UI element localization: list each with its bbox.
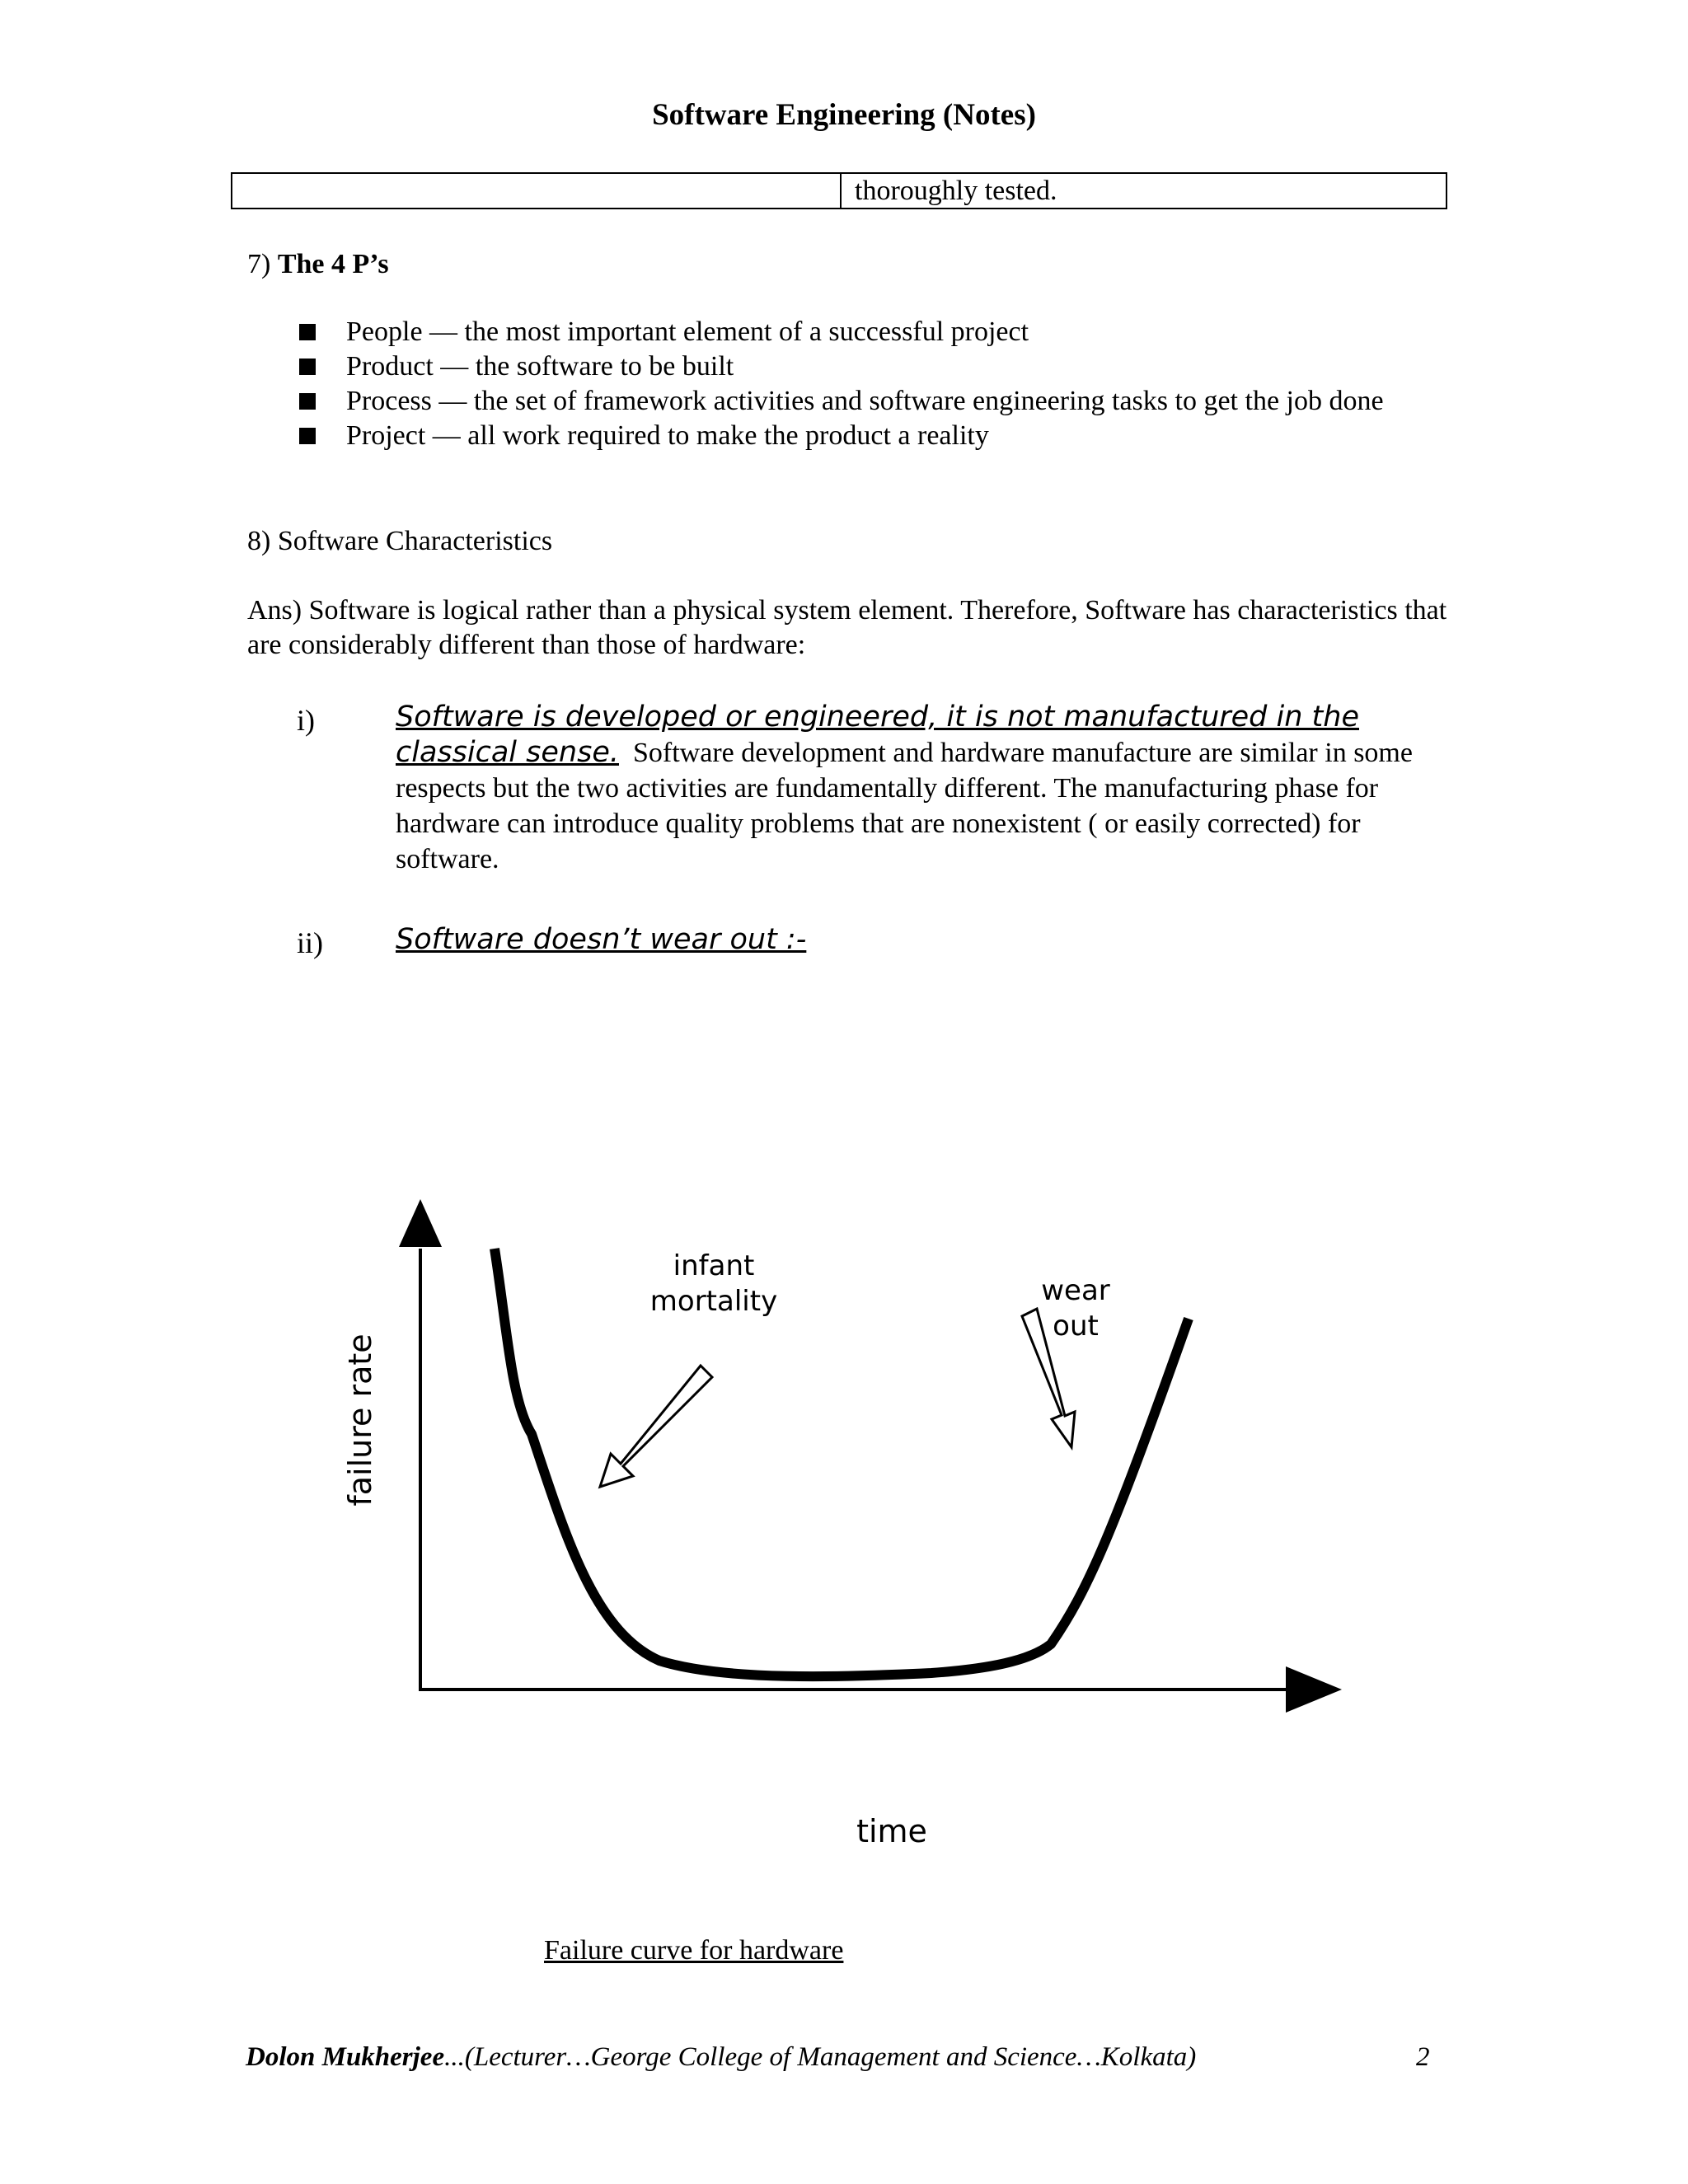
section-7-heading <box>247 247 389 282</box>
failure-curve-figure <box>330 1187 1352 1879</box>
y-axis-arrowhead-icon <box>399 1199 442 1247</box>
x-axis-label: time <box>856 1813 927 1849</box>
answer-paragraph: Ans) Software is logical rather than a physical system element. Therefore, Software has characteristics that are considerably different than those of hardware: <box>247 595 1447 660</box>
bullet-text: People — the most important element of a successful project <box>346 316 1029 347</box>
square-bullet-icon <box>299 324 316 340</box>
square-bullet-icon <box>299 428 316 444</box>
bullet-text: Process — the set of framework activities and software engineering tasks to get the job done <box>346 386 1384 416</box>
table-cell-right: thoroughly tested. <box>855 176 1057 206</box>
bullet-text: Project — all work required to make the product a reality <box>346 420 989 451</box>
square-bullet-icon <box>299 359 316 375</box>
table-fragment <box>231 172 1447 209</box>
item-i-text: Software development and hardware manufacture are similar in some respects but the two activities are fundamentally different. The manufacturing phase for hardware can introduce quality problems that are nonexistent ( or easily corrected) for software. <box>396 738 1413 874</box>
x-axis-arrowhead-icon <box>1286 1666 1342 1713</box>
y-axis-label: failure rate <box>342 1333 378 1507</box>
footer-author: Dolon Mukherjee <box>246 2042 445 2072</box>
infant-label-line1: infant <box>673 1249 755 1282</box>
item-number-ii: ii) <box>297 926 323 959</box>
wear-label-line1: wear <box>1041 1274 1110 1307</box>
page-footer <box>246 2042 1196 2073</box>
square-bullet-icon <box>299 393 316 410</box>
four-ps-list <box>297 315 1434 453</box>
item-i-paragraph <box>396 700 1442 877</box>
page-number: 2 <box>1416 2042 1430 2072</box>
figure-caption: Failure curve for hardware <box>544 1935 844 1966</box>
page-title: Software Engineering (Notes) <box>652 98 1036 132</box>
infant-label-line2: mortality <box>649 1285 778 1318</box>
bullet-text: Product — the software to be built <box>346 351 734 382</box>
item-i-lead: Software is developed or engineered, it is not manufactured in the classical sense. <box>396 701 1359 769</box>
footer-affiliation: ...(Lecturer…George College of Management and Science…Kolkata) <box>444 2042 1197 2072</box>
section-7-number: 7) <box>247 249 271 279</box>
item-number-i: i) <box>297 704 315 737</box>
infant-mortality-arrow-icon <box>600 1366 712 1487</box>
list-item <box>297 419 1434 453</box>
list-item <box>297 315 1434 349</box>
list-item <box>297 349 1434 384</box>
section-7-title: The 4 P’s <box>277 249 389 279</box>
wear-label-line2: out <box>1053 1310 1099 1343</box>
list-item <box>297 384 1434 419</box>
table-divider <box>840 174 842 208</box>
item-ii-lead: Software doesn’t wear out :- <box>396 923 807 956</box>
section-8-heading: 8) Software Characteristics <box>247 526 553 556</box>
